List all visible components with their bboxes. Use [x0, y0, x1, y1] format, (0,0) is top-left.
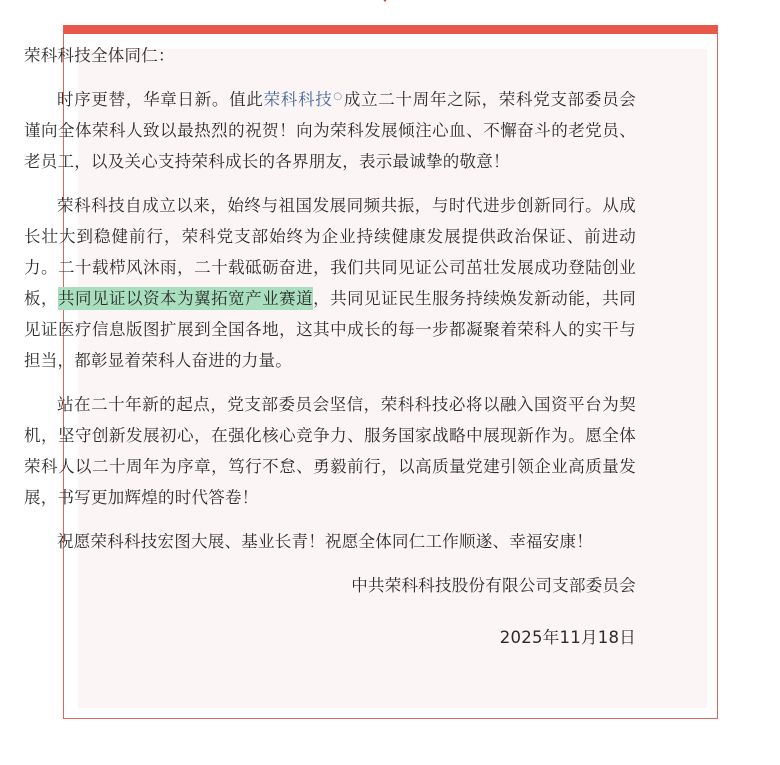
- paragraph-history: [24, 190, 636, 376]
- search-icon[interactable]: ○: [333, 90, 343, 102]
- paragraph-anniversary: [24, 84, 636, 177]
- letter-greeting: 荣科科技全体同仁：: [24, 46, 175, 65]
- paragraph-wishes: 祝愿荣科科技宏图大展、基业长青！祝愿全体同仁工作顺遂、幸福安康！: [57, 532, 593, 551]
- red-star-icon: [374, 0, 396, 2]
- letter-signature: 中共荣科科技股份有限公司支部委员会: [351, 576, 636, 595]
- company-link[interactable]: 荣科科技: [263, 90, 333, 109]
- paragraph-text: ，共同见证民生服务持续焕发新动能，共同见证医疗信息版图扩展到全国各地，这其中成长的每一步都凝聚着荣科人的实干与担当，都彰显着荣科人奋进的力量。: [24, 289, 637, 370]
- paragraph-text: 荣科科技自成立以来，始终与祖国发展同频共振，与时代进步创新同行。从成长壮大到稳健前行，荣科党支部始终为企业持续健康发展提供政治保证、前进动力。二十载栉风沐雨，二十载砥砺奋进，我们共同见证公司茁壮发展成功登陆创业板，: [24, 196, 636, 308]
- paragraph-text: 时序更替，华章日新。值此: [57, 90, 264, 109]
- highlighted-text: 共同见证以资本为翼拓宽产业赛道: [58, 289, 314, 308]
- letter-body: [24, 40, 636, 653]
- paragraph-future: 站在二十年新的起点，党支部委员会坚信，荣科科技必将以融入国资平台为契机，坚守创新发展初心，在强化核心竞争力、服务国家战略中展现新作为。愿全体荣科人以二十周年为序章，笃行不怠、勇毅前行，以高质量党建引领企业高质量发展，书写更加辉煌的时代答卷！: [24, 395, 636, 507]
- letter-date: 2025年11月18日: [499, 628, 636, 647]
- paragraph-text: 成立二十周年之际，荣科党支部委员会谨向全体荣科人致以最热烈的祝贺！向为荣科发展倾注心血、不懈奋斗的老党员、老员工，以及关心支持荣科成长的各界朋友，表示最诚挚的敬意！: [24, 90, 637, 171]
